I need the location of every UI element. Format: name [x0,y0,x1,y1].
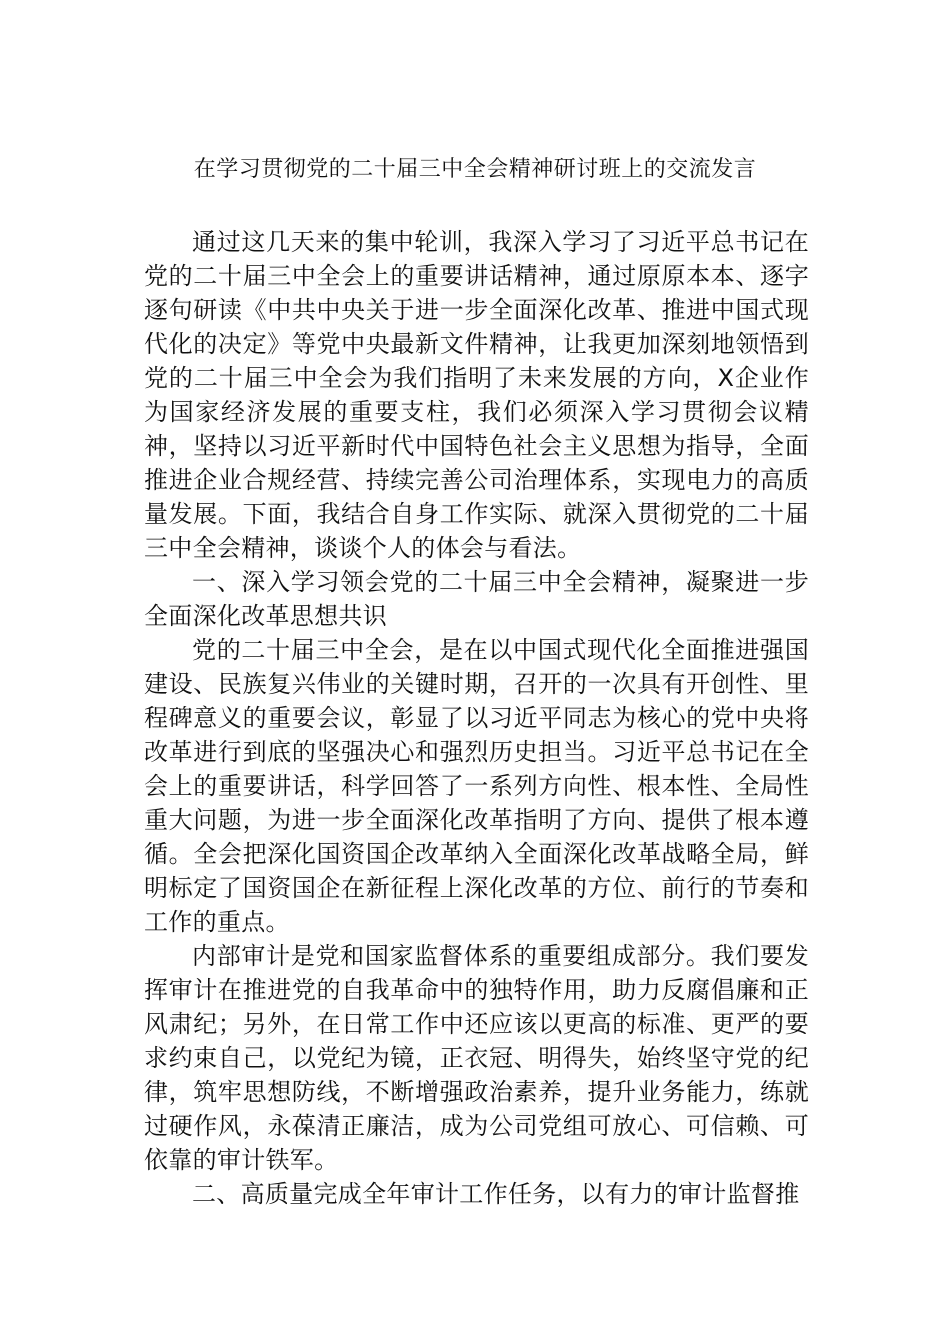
paragraph-plenum: 党的二十届三中全会，是在以中国式现代化全面推进强国建设、民族复兴伟业的关键时期，召开的一次具有开创性、里程碑意义的重要会议，彰显了以习近平同志为核心的党中央将改革进行到底的坚强决心和强烈历史担当。习近平总书记在全会上的重要讲话，科学回答了一系列方向性、根本性、全局性重大问题，为进一步全面深化改革指明了方向、提供了根本遵循。全会把深化国资国企改革纳入全面深化改革战略全局，鲜明标定了国资国企在新征程上深化改革的方位、前行的节奏和工作的重点。 [144,636,809,936]
section-heading-1: 一、深入学习领会党的二十届三中全会精神，凝聚进一步全面深化改革思想共识 [144,568,809,630]
paragraph-audit: 内部审计是党和国家监督体系的重要组成部分。我们要发挥审计在推进党的自我革命中的独特作用，助力反腐倡廉和正风肃纪；另外，在日常工作中还应该以更高的标准、更严的要求约束自己，以党纪为镜，正衣冠、明得失，始终坚守党的纪律，筑牢思想防线，不断增强政治素养，提升业务能力，练就过硬作风，永葆清正廉洁，成为公司党组可放心、可信赖、可依靠的审计铁军。 [144,942,809,1174]
paragraph-intro: 通过这几天来的集中轮训，我深入学习了习近平总书记在党的二十届三中全会上的重要讲话精神，通过原原本本、逐字逐句研读《中共中央关于进一步全面深化改革、推进中国式现代化的决定》等党中央最新文件精神，让我更加深刻地领悟到党的二十届三中全会为我们指明了未来发展的方向，X企业作为国家经济发展的重要支柱，我们必须深入学习贯彻会议精神，坚持以习近平新时代中国特色社会主义思想为指导，全面推进企业合规经营、持续完善公司治理体系，实现电力的高质量发展。下面，我结合自身工作实际、就深入贯彻党的二十届三中全会精神，谈谈个人的体会与看法。 [144,228,809,562]
document-title: 在学习贯彻党的二十届三中全会精神研讨班上的交流发言 [193,157,757,182]
document-body [144,225,809,1211]
section-heading-2: 二、高质量完成全年审计工作任务，以有力的审计监督推 [192,1180,800,1208]
